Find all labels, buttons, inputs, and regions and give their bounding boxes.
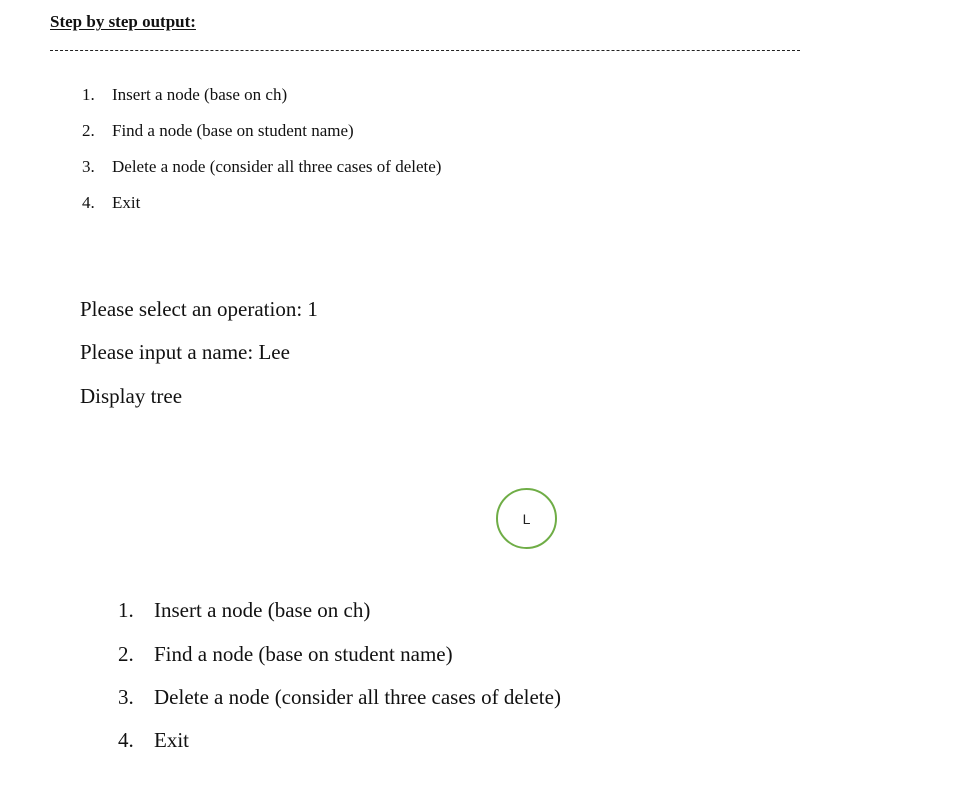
- menu-item-label: Find a node (base on student name): [112, 121, 354, 140]
- menu-item-number: 1.: [118, 598, 134, 622]
- menu-item-label: Exit: [112, 193, 141, 212]
- menu-item-delete: [82, 156, 441, 178]
- menu-item-number: 3.: [82, 157, 95, 176]
- menu-item-label: Delete a node (consider all three cases of delete): [154, 685, 561, 709]
- menu-item-find: [82, 120, 354, 142]
- menu-item-delete: [118, 684, 561, 710]
- menu-item-label: Exit: [154, 728, 189, 752]
- menu-item-label: Insert a node (base on ch): [112, 85, 288, 104]
- display-tree-label: Display tree: [80, 384, 183, 408]
- tree-root-node: [496, 488, 557, 549]
- section-heading: Step by step output:: [50, 12, 196, 31]
- menu-item-label: Find a node (base on student name): [154, 642, 453, 666]
- menu-item-number: 4.: [82, 193, 95, 212]
- menu-item-number: 4.: [118, 728, 134, 752]
- menu-item-label: Delete a node (consider all three cases of delete): [112, 157, 442, 176]
- menu-item-exit: [118, 727, 189, 753]
- menu-item-number: 1.: [82, 85, 95, 104]
- menu-item-insert: [118, 597, 370, 623]
- tree-node-label: L: [522, 510, 531, 527]
- menu-item-insert: [82, 84, 287, 106]
- select-operation-prompt: Please select an operation: 1: [80, 297, 318, 321]
- menu-item-exit: [82, 192, 140, 214]
- menu-item-number: 3.: [118, 685, 134, 709]
- menu-item-number: 2.: [82, 121, 95, 140]
- menu-item-find: [118, 641, 453, 667]
- input-name-prompt: Please input a name: Lee: [80, 340, 290, 364]
- menu-item-number: 2.: [118, 642, 134, 666]
- dashed-divider: [50, 50, 800, 51]
- menu-item-label: Insert a node (base on ch): [154, 598, 371, 622]
